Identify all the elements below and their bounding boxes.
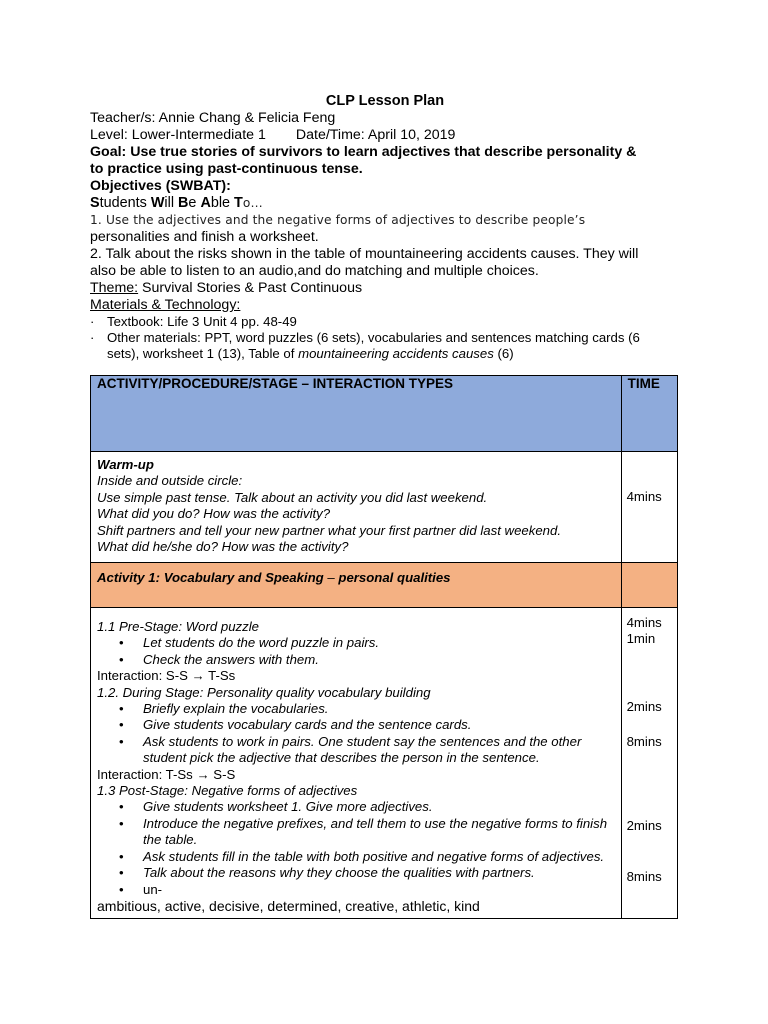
interaction-value: T-Ss → S-S xyxy=(165,766,236,782)
table-header-row xyxy=(91,376,678,452)
theme-value: Survival Stories & Past Continuous xyxy=(138,280,363,296)
list-item: • Check the answers with them. xyxy=(97,652,615,668)
warmup-cell xyxy=(91,452,622,563)
objectives-label: Objectives (SWBAT): xyxy=(90,178,231,194)
swbat-w: W xyxy=(150,195,165,211)
material-2-text-3: (6) xyxy=(493,346,514,361)
post-stage-heading: 1.3 Post-Stage: Negative forms of adjectives xyxy=(97,783,358,799)
swbat-t: T xyxy=(234,195,243,211)
activity-1-label-b: personal qualities xyxy=(334,570,451,585)
activity-1-content xyxy=(91,608,621,914)
warmup-time: 4mins xyxy=(626,489,662,504)
swbat-text-3: e xyxy=(188,195,201,211)
material-2-italic: mountaineering accidents causes xyxy=(298,346,494,361)
during-stage-interaction xyxy=(97,767,615,783)
list-item: • Ask students to work in pairs. One student say the sentences and the other student pick the adjective that describes the person in the sentence. xyxy=(97,734,615,767)
activity-1-row xyxy=(91,563,678,608)
theme-line xyxy=(90,280,680,297)
activity-1-times-cell xyxy=(621,608,677,919)
page-title: CLP Lesson Plan xyxy=(325,93,445,109)
during-stage-heading: 1.2. During Stage: Personality quality vocabulary building xyxy=(97,684,431,700)
level-date-line xyxy=(90,127,680,144)
warmup-line: What did you do? How was the activity? xyxy=(97,506,331,522)
swbat-b: B xyxy=(178,195,189,211)
swbat-line xyxy=(90,195,680,212)
list-item: • Give students vocabulary cards and the sentence cards. xyxy=(97,717,615,733)
list-item: • Let students do the word puzzle in pairs. xyxy=(97,635,615,651)
bullet-dot: · xyxy=(90,330,95,345)
materials-label: Materials & Technology: xyxy=(90,297,241,313)
swbat-text-4: ble xyxy=(210,195,235,211)
list-item: • Talk about the reasons why they choose the qualities with partners. xyxy=(97,865,615,881)
material-item-2 xyxy=(90,330,680,346)
header-activity: ACTIVITY/PROCEDURE/STAGE – INTERACTION TYPES xyxy=(91,376,622,452)
objective-2-line-1: 2. Talk about the risks shown in the table of mountaineering accidents causes. They will xyxy=(90,246,639,262)
time-pre-stage-2: 1min xyxy=(626,631,656,646)
theme-label: Theme: xyxy=(90,280,139,296)
list-item: • Briefly explain the vocabularies. xyxy=(97,701,615,717)
material-1-text: Textbook: Life 3 Unit 4 pp. 48-49 xyxy=(107,314,297,329)
time-during-1: 2mins xyxy=(626,699,662,714)
activity-1-dash: – xyxy=(327,570,335,585)
adjective-list: ambitious, active, decisive, determined, creative, athletic, kind xyxy=(97,897,480,914)
swbat-text-1: tudents xyxy=(99,195,151,211)
list-item: • Give students worksheet 1. Give more adjectives. xyxy=(97,799,615,815)
material-2-text-2: sets), worksheet 1 (13), Table of xyxy=(107,346,299,361)
header-time: TIME xyxy=(621,376,677,452)
pre-stage-list xyxy=(97,635,615,668)
material-item-1 xyxy=(90,314,680,330)
pre-stage-heading: 1.1 Pre-Stage: Word puzzle xyxy=(97,619,259,634)
objective-1-line-2: personalities and finish a worksheet. xyxy=(90,229,319,245)
time-post-2: 8mins xyxy=(626,869,662,884)
objective-1-line-1: 1. Use the adjectives and the negative forms of adjectives to describe people’s xyxy=(90,213,586,227)
activity-1-time-cell xyxy=(621,563,677,608)
activity-1-label xyxy=(91,563,621,586)
interaction-label: Interaction: xyxy=(97,766,166,782)
activity-1-detail-cell xyxy=(91,608,622,919)
warmup-time-cell xyxy=(621,452,677,563)
time-pre-stage: 4mins xyxy=(626,615,662,630)
list-item: • Introduce the negative prefixes, and tell them to use the negative forms to finish the table. xyxy=(97,816,615,849)
swbat-text-5: o… xyxy=(242,196,263,210)
warmup-line: Use simple past tense. Talk about an activity you did last weekend. xyxy=(97,489,488,505)
list-item: • Ask students fill in the table with both positive and negative forms of adjectives. xyxy=(97,849,615,865)
pre-stage-interaction xyxy=(97,668,615,684)
list-item: • un- xyxy=(97,882,615,898)
during-stage-list xyxy=(97,701,615,767)
time-during-2: 8mins xyxy=(626,734,662,749)
activity-1-detail-row xyxy=(91,608,678,919)
swbat-a: A xyxy=(200,195,211,211)
warmup-line: Inside and outside circle: xyxy=(97,473,243,489)
goal-line-1: Goal: Use true stories of survivors to learn adjectives that describe personality & xyxy=(90,144,637,160)
interaction-label: Interaction: xyxy=(97,668,166,684)
lesson-table xyxy=(90,375,678,919)
objective-2-line-2: also be able to listen to an audio,and do matching and multiple choices. xyxy=(90,263,539,279)
swbat-s: S xyxy=(90,195,100,211)
teacher-line: Teacher/s: Annie Chang & Felicia Feng xyxy=(90,110,336,126)
swbat-text-2: ill xyxy=(164,195,179,211)
activity-1-cell xyxy=(91,563,622,608)
bullet-dot: · xyxy=(90,314,95,329)
time-post-1: 2mins xyxy=(626,818,662,833)
goal-line-2: to practice using past-continuous tense. xyxy=(90,161,363,177)
interaction-value: S-S → T-Ss xyxy=(165,668,236,684)
material-item-2-cont xyxy=(90,346,680,362)
material-2-text-1: Other materials: PPT, word puzzles (6 sets), vocabularies and sentences matching cards (6 xyxy=(107,330,640,345)
warmup-heading: Warm-up xyxy=(97,457,154,472)
level-text: Level: Lower-Intermediate 1 xyxy=(90,127,266,143)
warmup-line: What did he/she do? How was the activity? xyxy=(97,539,349,555)
warmup-row xyxy=(91,452,678,563)
date-text: Date/Time: April 10, 2019 xyxy=(295,127,456,143)
activity-1-label-a: Activity 1: Vocabulary and Speaking xyxy=(97,570,328,585)
post-stage-list xyxy=(97,799,615,897)
warmup-content xyxy=(91,452,621,555)
warmup-line: Shift partners and tell your new partner what your first partner did last weekend. xyxy=(97,522,561,538)
lesson-plan-header xyxy=(90,92,680,362)
